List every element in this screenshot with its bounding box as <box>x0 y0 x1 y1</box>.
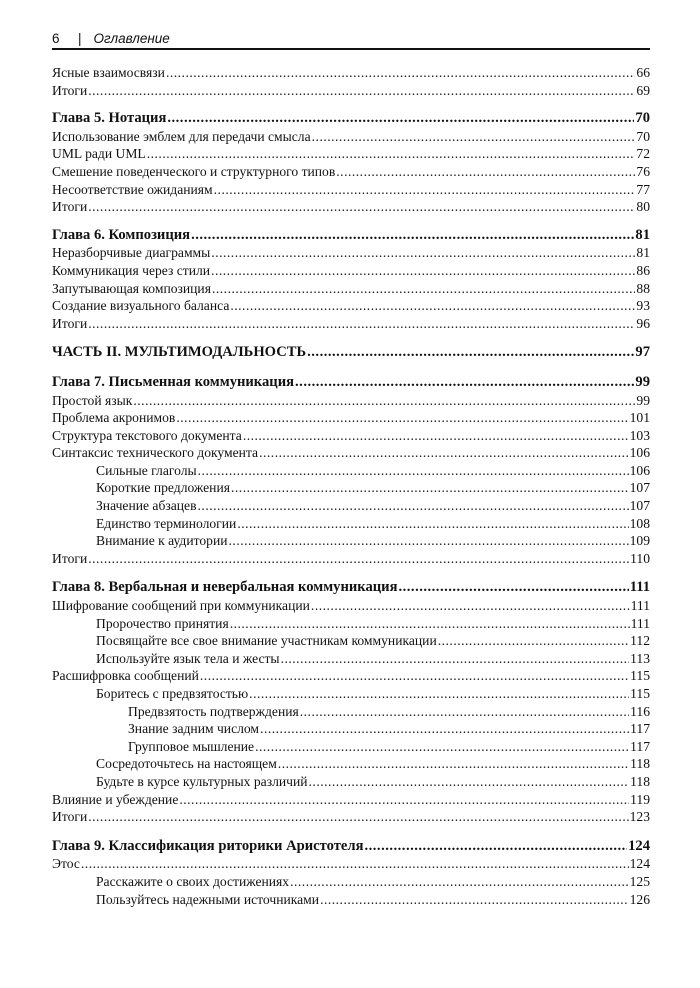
toc-subentry <box>52 479 650 497</box>
toc-entry-label: Коммуникация через стили <box>52 262 211 278</box>
toc-subentry-label: Значение абзацев <box>96 498 197 514</box>
leader-dots <box>88 82 635 100</box>
toc-chapter-page: 81 <box>635 226 650 243</box>
toc-chapter <box>52 374 650 392</box>
toc-entry-page: 101 <box>629 410 650 426</box>
leader-dots <box>300 703 629 721</box>
leader-dots <box>81 855 629 873</box>
leader-dots <box>230 297 635 315</box>
toc-subentry-page: 111 <box>630 615 650 631</box>
toc-chapter-page: 70 <box>635 110 650 127</box>
toc-entry-page: 96 <box>636 315 650 331</box>
toc-subentry <box>52 615 650 633</box>
toc-entry-page: 81 <box>636 245 650 261</box>
toc-entry-label: Влияние и убеждение <box>52 791 179 807</box>
toc-entry-page: 115 <box>630 668 650 684</box>
toc-subsubentry <box>52 703 650 721</box>
toc-entry-page: 72 <box>636 146 650 162</box>
toc-entry <box>52 64 650 82</box>
leader-dots <box>290 873 629 891</box>
leader-dots <box>307 344 634 362</box>
toc-entry-label: Структура текстового документа <box>52 427 242 443</box>
toc-subentry-page: 106 <box>629 462 650 478</box>
leader-dots <box>166 64 635 82</box>
toc-subentry-page: 125 <box>629 873 650 889</box>
toc-entry-page: 88 <box>636 280 650 296</box>
toc-subentry <box>52 685 650 703</box>
toc-chapter-page: 124 <box>628 837 650 854</box>
toc-entry-label: Итоги <box>52 199 88 215</box>
toc-subentry-page: 118 <box>630 756 650 772</box>
toc-subentry-page: 112 <box>630 633 650 649</box>
toc-part-label: ЧАСТЬ II. МУЛЬТИМОДАЛЬНОСТЬ <box>52 344 307 361</box>
toc-entry-page: 106 <box>629 445 650 461</box>
toc-entry-label: Неразборчивые диаграммы <box>52 245 211 261</box>
toc-entry <box>52 855 650 873</box>
toc-chapter-page: 111 <box>629 579 650 596</box>
leader-dots <box>336 163 635 181</box>
leader-dots <box>198 497 629 515</box>
toc-entry-page: 103 <box>629 427 650 443</box>
toc-subentry <box>52 773 650 791</box>
toc-entry-page: 77 <box>636 181 650 197</box>
toc-subsubentry-label: Групповое мышление <box>128 738 255 754</box>
leader-dots <box>147 145 636 163</box>
toc-entry-label: Использование эмблем для передачи смысла <box>52 128 311 144</box>
toc-entry-page: 66 <box>636 65 650 80</box>
toc-subsubentry-page: 117 <box>630 738 650 754</box>
toc-chapter <box>52 838 650 856</box>
toc-subentry-label: Боритесь с предвзятостью <box>96 686 249 701</box>
toc-chapter <box>52 110 650 128</box>
toc-subentry-page: 115 <box>630 686 650 701</box>
toc-chapter-label: Глава 8. Вербальная и невербальная коммуникация <box>52 579 398 596</box>
toc-subentry <box>52 497 650 515</box>
toc-entry-page: 69 <box>636 82 650 98</box>
toc-subentry-page: 118 <box>630 773 650 789</box>
toc-chapter-label: Глава 5. Нотация <box>52 110 167 127</box>
leader-dots <box>249 685 629 703</box>
toc-subentry <box>52 532 650 550</box>
toc-subentry-page: 126 <box>629 891 650 907</box>
toc-subentry <box>52 891 650 909</box>
toc-subentry-label: Посвящайте все свое внимание участникам коммуникации <box>96 633 437 649</box>
toc-subsubentry-page: 116 <box>630 703 650 719</box>
toc-subentry <box>52 515 650 533</box>
toc-subsubentry <box>52 738 650 756</box>
leader-dots <box>281 650 630 668</box>
toc-entry-label: Итоги <box>52 809 88 825</box>
toc-entry-page: 70 <box>636 128 650 144</box>
leader-dots <box>230 615 630 633</box>
leader-dots <box>88 808 628 826</box>
leader-dots <box>212 280 635 298</box>
toc-entry-label: Создание визуального баланса <box>52 298 230 314</box>
running-header <box>52 30 650 50</box>
leader-dots <box>211 262 635 280</box>
toc-subsubentry-label: Предвзятость подтверждения <box>128 703 299 719</box>
leader-dots <box>191 227 634 245</box>
toc-subentry-label: Используйте язык тела и жесты <box>96 650 280 666</box>
leader-dots <box>179 791 629 809</box>
toc-entry <box>52 667 650 685</box>
leader-dots <box>255 738 629 756</box>
toc-subentry-page: 113 <box>630 650 650 666</box>
toc-entry-label: Запутывающая композиция <box>52 280 211 296</box>
toc-subentry-label: Внимание к аудитории <box>96 533 228 549</box>
toc-entry <box>52 297 650 315</box>
toc-entry <box>52 808 650 826</box>
toc-entry-label: Ясные взаимосвязи <box>52 65 165 80</box>
toc-subsubentry-label: Знание задним числом <box>128 721 260 737</box>
toc-subentry-label: Короткие предложения <box>96 480 230 496</box>
page-number: 6 <box>52 31 60 46</box>
toc-entry-page: 119 <box>630 791 650 807</box>
toc-chapter-label: Глава 9. Классификация риторики Аристотеля <box>52 837 364 854</box>
toc-entry-page: 124 <box>629 856 650 872</box>
toc-chapter-label: Глава 6. Композиция <box>52 226 191 243</box>
toc-entry <box>52 145 650 163</box>
toc-subentry-page: 107 <box>629 480 650 496</box>
toc-entry <box>52 163 650 181</box>
header-separator: | <box>78 31 82 46</box>
toc-entry-label: Этос <box>52 856 80 872</box>
toc-entry <box>52 444 650 462</box>
toc-entry <box>52 198 650 216</box>
toc-subentry <box>52 755 650 773</box>
leader-dots <box>133 392 635 410</box>
leader-dots <box>88 198 635 216</box>
toc-subentry <box>52 632 650 650</box>
leader-dots <box>260 720 629 738</box>
toc-entry <box>52 315 650 333</box>
toc-chapter <box>52 579 650 597</box>
toc-subentry-label: Расскажите о своих достижениях <box>96 873 290 889</box>
toc-subentry-label: Будьте в курсе культурных различий <box>96 773 308 789</box>
toc-subentry-label: Сосредоточьтесь на настоящем <box>96 756 277 772</box>
table-of-contents <box>52 64 650 908</box>
leader-dots <box>231 479 629 497</box>
toc-entry-page: 110 <box>630 550 650 566</box>
toc-entry <box>52 82 650 100</box>
leader-dots <box>243 427 629 445</box>
toc-subentry-page: 109 <box>629 533 650 549</box>
toc-entry-label: Смешение поведенческого и структурного типов <box>52 163 336 179</box>
toc-entry <box>52 550 650 568</box>
toc-entry <box>52 244 650 262</box>
leader-dots <box>295 374 634 392</box>
toc-chapter-label: Глава 7. Письменная коммуникация <box>52 373 295 390</box>
toc-entry <box>52 181 650 199</box>
toc-entry-label: Синтаксис технического документа <box>52 445 259 461</box>
toc-entry-label: Итоги <box>52 550 88 566</box>
leader-dots <box>237 515 628 533</box>
leader-dots <box>398 579 628 597</box>
leader-dots <box>214 181 636 199</box>
leader-dots <box>312 128 636 146</box>
toc-subentry-page: 108 <box>629 515 650 531</box>
toc-subentry <box>52 462 650 480</box>
toc-entry-label: Итоги <box>52 82 88 98</box>
toc-entry-label: Несоответствие ожиданиям <box>52 181 213 197</box>
toc-entry-label: Проблема акронимов <box>52 410 176 426</box>
toc-entry-page: 99 <box>636 392 650 408</box>
toc-subentry-page: 107 <box>629 498 650 514</box>
leader-dots <box>167 110 634 128</box>
leader-dots <box>176 409 628 427</box>
toc-entry <box>52 791 650 809</box>
toc-entry <box>52 128 650 146</box>
leader-dots <box>364 838 627 856</box>
leader-dots <box>259 444 629 462</box>
toc-subentry-label: Сильные глаголы <box>96 462 197 478</box>
toc-subentry <box>52 873 650 891</box>
leader-dots <box>311 597 630 615</box>
toc-entry <box>52 262 650 280</box>
toc-entry <box>52 392 650 410</box>
leader-dots <box>200 667 629 685</box>
leader-dots <box>278 755 629 773</box>
toc-entry-label: Шифрование сообщений при коммуникации <box>52 598 310 614</box>
toc-entry-page: 93 <box>636 298 650 314</box>
toc-entry-label: UML ради UML <box>52 146 146 162</box>
toc-entry-label: Итоги <box>52 315 88 331</box>
leader-dots <box>88 315 635 333</box>
toc-entry-page: 111 <box>630 598 650 614</box>
toc-subentry-label: Единство терминологии <box>96 515 237 531</box>
toc-entry-label: Простой язык <box>52 392 133 408</box>
toc-subentry <box>52 650 650 668</box>
toc-entry <box>52 280 650 298</box>
toc-entry-page: 76 <box>636 163 650 179</box>
leader-dots <box>309 773 630 791</box>
toc-subentry-label: Пользуйтесь надежными источниками <box>96 891 320 907</box>
toc-entry-label: Расшифровка сообщений <box>52 668 199 684</box>
toc-entry <box>52 427 650 445</box>
leader-dots <box>211 244 635 262</box>
toc-chapter <box>52 227 650 245</box>
header-title: Оглавление <box>93 31 170 46</box>
toc-subsubentry-page: 117 <box>630 721 650 737</box>
toc-entry-page: 123 <box>629 809 650 825</box>
toc-entry <box>52 409 650 427</box>
toc-entry-page: 86 <box>636 262 650 278</box>
toc-part-page: 97 <box>635 344 650 361</box>
leader-dots <box>229 532 629 550</box>
leader-dots <box>320 891 629 909</box>
toc-subentry-label: Пророчество принятия <box>96 615 229 631</box>
toc-part <box>52 344 650 362</box>
toc-entry-page: 80 <box>636 199 650 215</box>
leader-dots <box>88 550 629 568</box>
toc-chapter-page: 99 <box>635 373 650 390</box>
leader-dots <box>438 632 629 650</box>
leader-dots <box>198 462 629 480</box>
toc-entry <box>52 597 650 615</box>
toc-subsubentry <box>52 720 650 738</box>
